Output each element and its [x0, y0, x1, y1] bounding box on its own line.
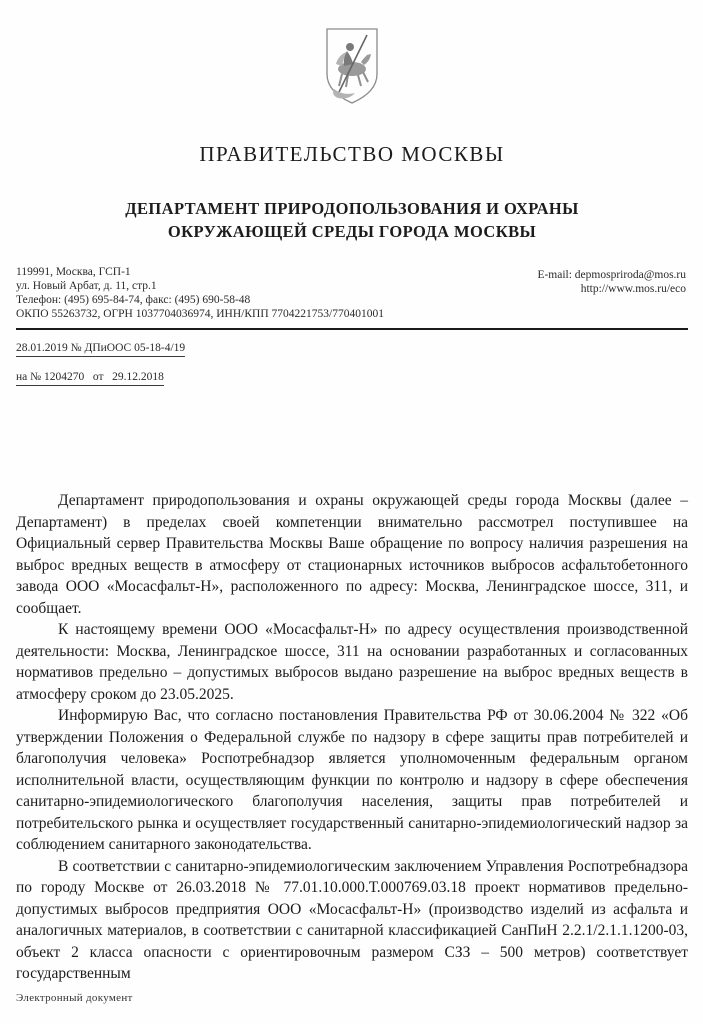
body-paragraph-2: К настоящему времени ООО «Мосасфальт-Н» по адресу осуществления производственной деятельности: Москва, Ленинградское шоссе, 311 на основании разработанных и согласованных нормативов предельно – допустимых выбросов выдано разрешение на выброс вредных веществ в атмосферу сроком до 23.05.2025.: [16, 621, 688, 703]
email-line: E-mail: depmospriroda@mos.ru: [537, 269, 686, 282]
department-title-line1: ДЕПАРТАМЕНТ ПРИРОДОПОЛЬЗОВАНИЯ И ОХРАНЫ: [125, 199, 579, 218]
outgoing-reference: [16, 342, 688, 357]
postal-address-line2: ул. Новый Арбат, д. 11, стр.1: [16, 280, 157, 293]
moscow-coat-of-arms-icon: [16, 26, 688, 108]
electronic-document-note: Электронный документ: [16, 992, 133, 1004]
registration-numbers-line: ОКПО 55263732, ОГРН 1037704036974, ИНН/КПП 7704221753/770401001: [16, 308, 384, 321]
contact-address-block: [16, 265, 384, 321]
department-title-line2: ОКРУЖАЮЩЕЙ СРЕДЫ ГОРОДА МОСКВЫ: [167, 222, 537, 242]
letter-body: [16, 490, 688, 985]
body-paragraph-3: Информирую Вас, что согласно постановления Правительства РФ от 30.06.2004 № 322 «Об утверждении Положения о Федеральной службе по надзору в сфере защиты прав потребителей и благополучия человека» Роспотребнадзор является уполномоченным федеральным органом исполнительной власти, осуществляющим функции по контролю и надзору в сфере обеспечения санитарно-эпидемиологического благополучия населения, защиты прав потребителей и потребительского рынка и осуществляет государственный санитарно-эпидемиологический надзор за соблюдением санитарного законодательства.: [16, 707, 688, 854]
incoming-reference: [16, 371, 688, 386]
incoming-reference-value: на № 1204270 от 29.12.2018: [16, 371, 164, 386]
website-line: http://www.mos.ru/eco: [580, 283, 686, 296]
body-paragraph-4: В соответствии с санитарно-эпидемиологическим заключением Управления Роспотребнадзора по городу Москве от 26.03.2018 № 77.01.10.000.Т.000769.03.18 проект нормативов предельно-допустимых выбросов предприятия ООО «Мосасфальт-Н» (производство изделий из асфальта и аналогичных материалов, в соответствии с санитарной классификацией СанПиН 2.2.1/2.1.1.1200-03, объект 2 класса опасности с ориентировочным размером СЗЗ – 500 метров) соответствует государственным: [16, 857, 688, 983]
header-divider: [16, 328, 688, 330]
contact-web-block: [537, 265, 688, 296]
phone-fax-line: Телефон: (495) 695-84-74, факс: (495) 690-58-48: [16, 294, 251, 307]
postal-address-line1: 119991, Москва, ГСП-1: [16, 266, 131, 279]
government-title: ПРАВИТЕЛЬСТВО МОСКВЫ: [199, 142, 505, 166]
contact-block: [16, 265, 688, 321]
body-paragraph-1: Департамент природопользования и охраны окружающей среды города Москвы (далее – Департамент) в пределах своей компетенции внимательно рассмотрел поступившее на Официальный сервер Правительства Москвы Ваше обращение по вопросу наличия разрешения на выброс вредных веществ в атмосферу от стационарных источников выбросов асфальтобетонного завода ООО «Мосасфальт-Н», расположенного по адресу: Москва, Ленинградское шоссе, 311, и сообщает.: [16, 492, 688, 617]
department-title: [16, 197, 688, 243]
outgoing-reference-value: 28.01.2019 № ДПиООС 05-18-4/19: [16, 342, 185, 357]
